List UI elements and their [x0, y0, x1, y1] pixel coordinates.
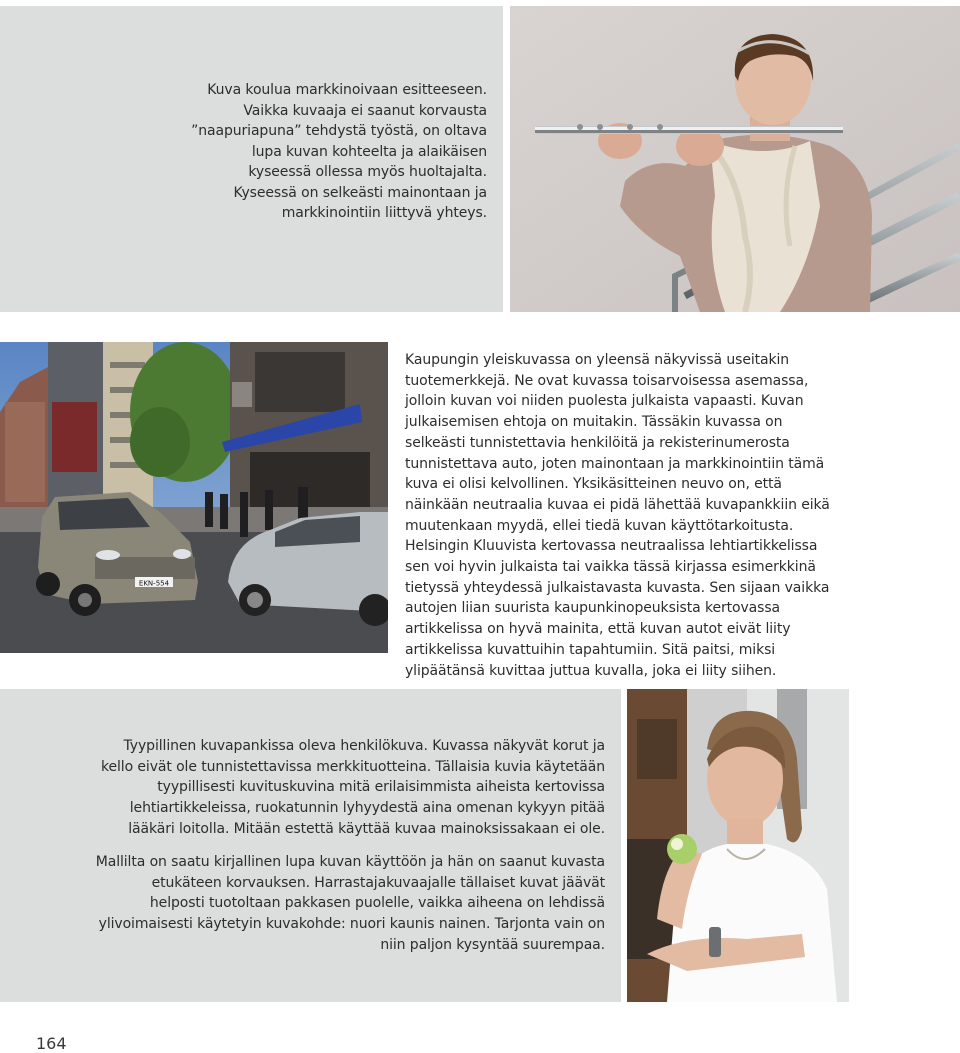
top-caption: Kuva koulua markkinoivaan esitteeseen. Vaikka kuvaaja ei saanut korvausta ”naapuriapuna” tehdystä työstä, on oltava lupa kuvan kohteelta ja alaikäisen kyseessä ollessa myös huoltajalta. Kyseessä on selkeästi mainontaan ja markkinointiin liittyvä yhteys.: [191, 82, 487, 221]
bottom-caption-box: [0, 689, 621, 1002]
bottom-caption-paragraph-2: Mallilta on saatu kirjallinen lupa kuvan käyttöön ja hän on saanut kuvasta etukäteen korvauksen. Harrastajakuvaajalle tällaiset kuvat jäävät helposti tuotoltaan pakkasen puolelle, vaikka aiheena on lehdissä ylivoimaisesti käytetyin kuvakohde: nuori kaunis nainen. Tarjonta vain on niin paljon kysyntää suurempaa.: [95, 854, 605, 953]
street-scene-photo: [0, 342, 388, 653]
car-license-plate: EKN-554: [138, 579, 170, 588]
flute-player-photo: [510, 6, 960, 312]
bottom-caption-paragraph-1: Tyypillinen kuvapankissa oleva henkilökuva. Kuvassa näkyvät korut ja kello eivät ole tunnistettavissa merkkituotteina. Tällaisia kuvia käytetään tyypillisesti kuvituskuvina mitä erilaisimmista aiheista kertovissa lehtiartikkeleissa, ruokatunnin lyhyydestä aina omenan kykyyn pitää lääkäri loitolla. Mitään estettä käyttää kuvaa mainoksissakaan ei ole.: [100, 738, 605, 837]
top-caption-box: [0, 6, 503, 312]
street-photo-body-text: Kaupungin yleiskuvassa on yleensä näkyvissä useitakin tuotemerkkejä. Ne ovat kuvassa toisarvoisessa asemassa, jolloin kuvan voi niiden puolesta julkaista vapaasti. Kuvan julkaisemisen ehtoja on muitakin. Tässäkin kuvassa on selkeästi tunnistettavia henkilöitä ja rekisterinumerosta tunnistettava auto, joten mainontaan ja markkinointiin tämä kuva ei olisi kelvollinen. Yksikäsitteinen neuvo on, että näinkään neutraalia kuvaa ei pidä lähettää kuvapankkiin eikä muutenkaan myydä, ellei tiedä kuvan käyttötarkoitusta. Helsingin Kluuvista kertovassa neutraalissa lehtiartikkelissa sen voi hyvin julkaista tai vaikka tässä kirjassa esimerkkinä tietyssä yhteydessä julkaistavasta kuvasta. Sen sijaan vaikka autojen liian suurista kaupunkinopeuksista kertovassa artikkelissa on hyvä mainita, että kuvan autot eivät liity artikkelissa kuvattuihin tapahtumiin. Sitä paitsi, miksi ylipäätänsä kuvittaa juttua kuvalla, joka ei liity siihen.: [405, 352, 830, 679]
page-number: 164: [36, 1034, 67, 1053]
woman-with-apple-photo: [627, 689, 849, 1002]
